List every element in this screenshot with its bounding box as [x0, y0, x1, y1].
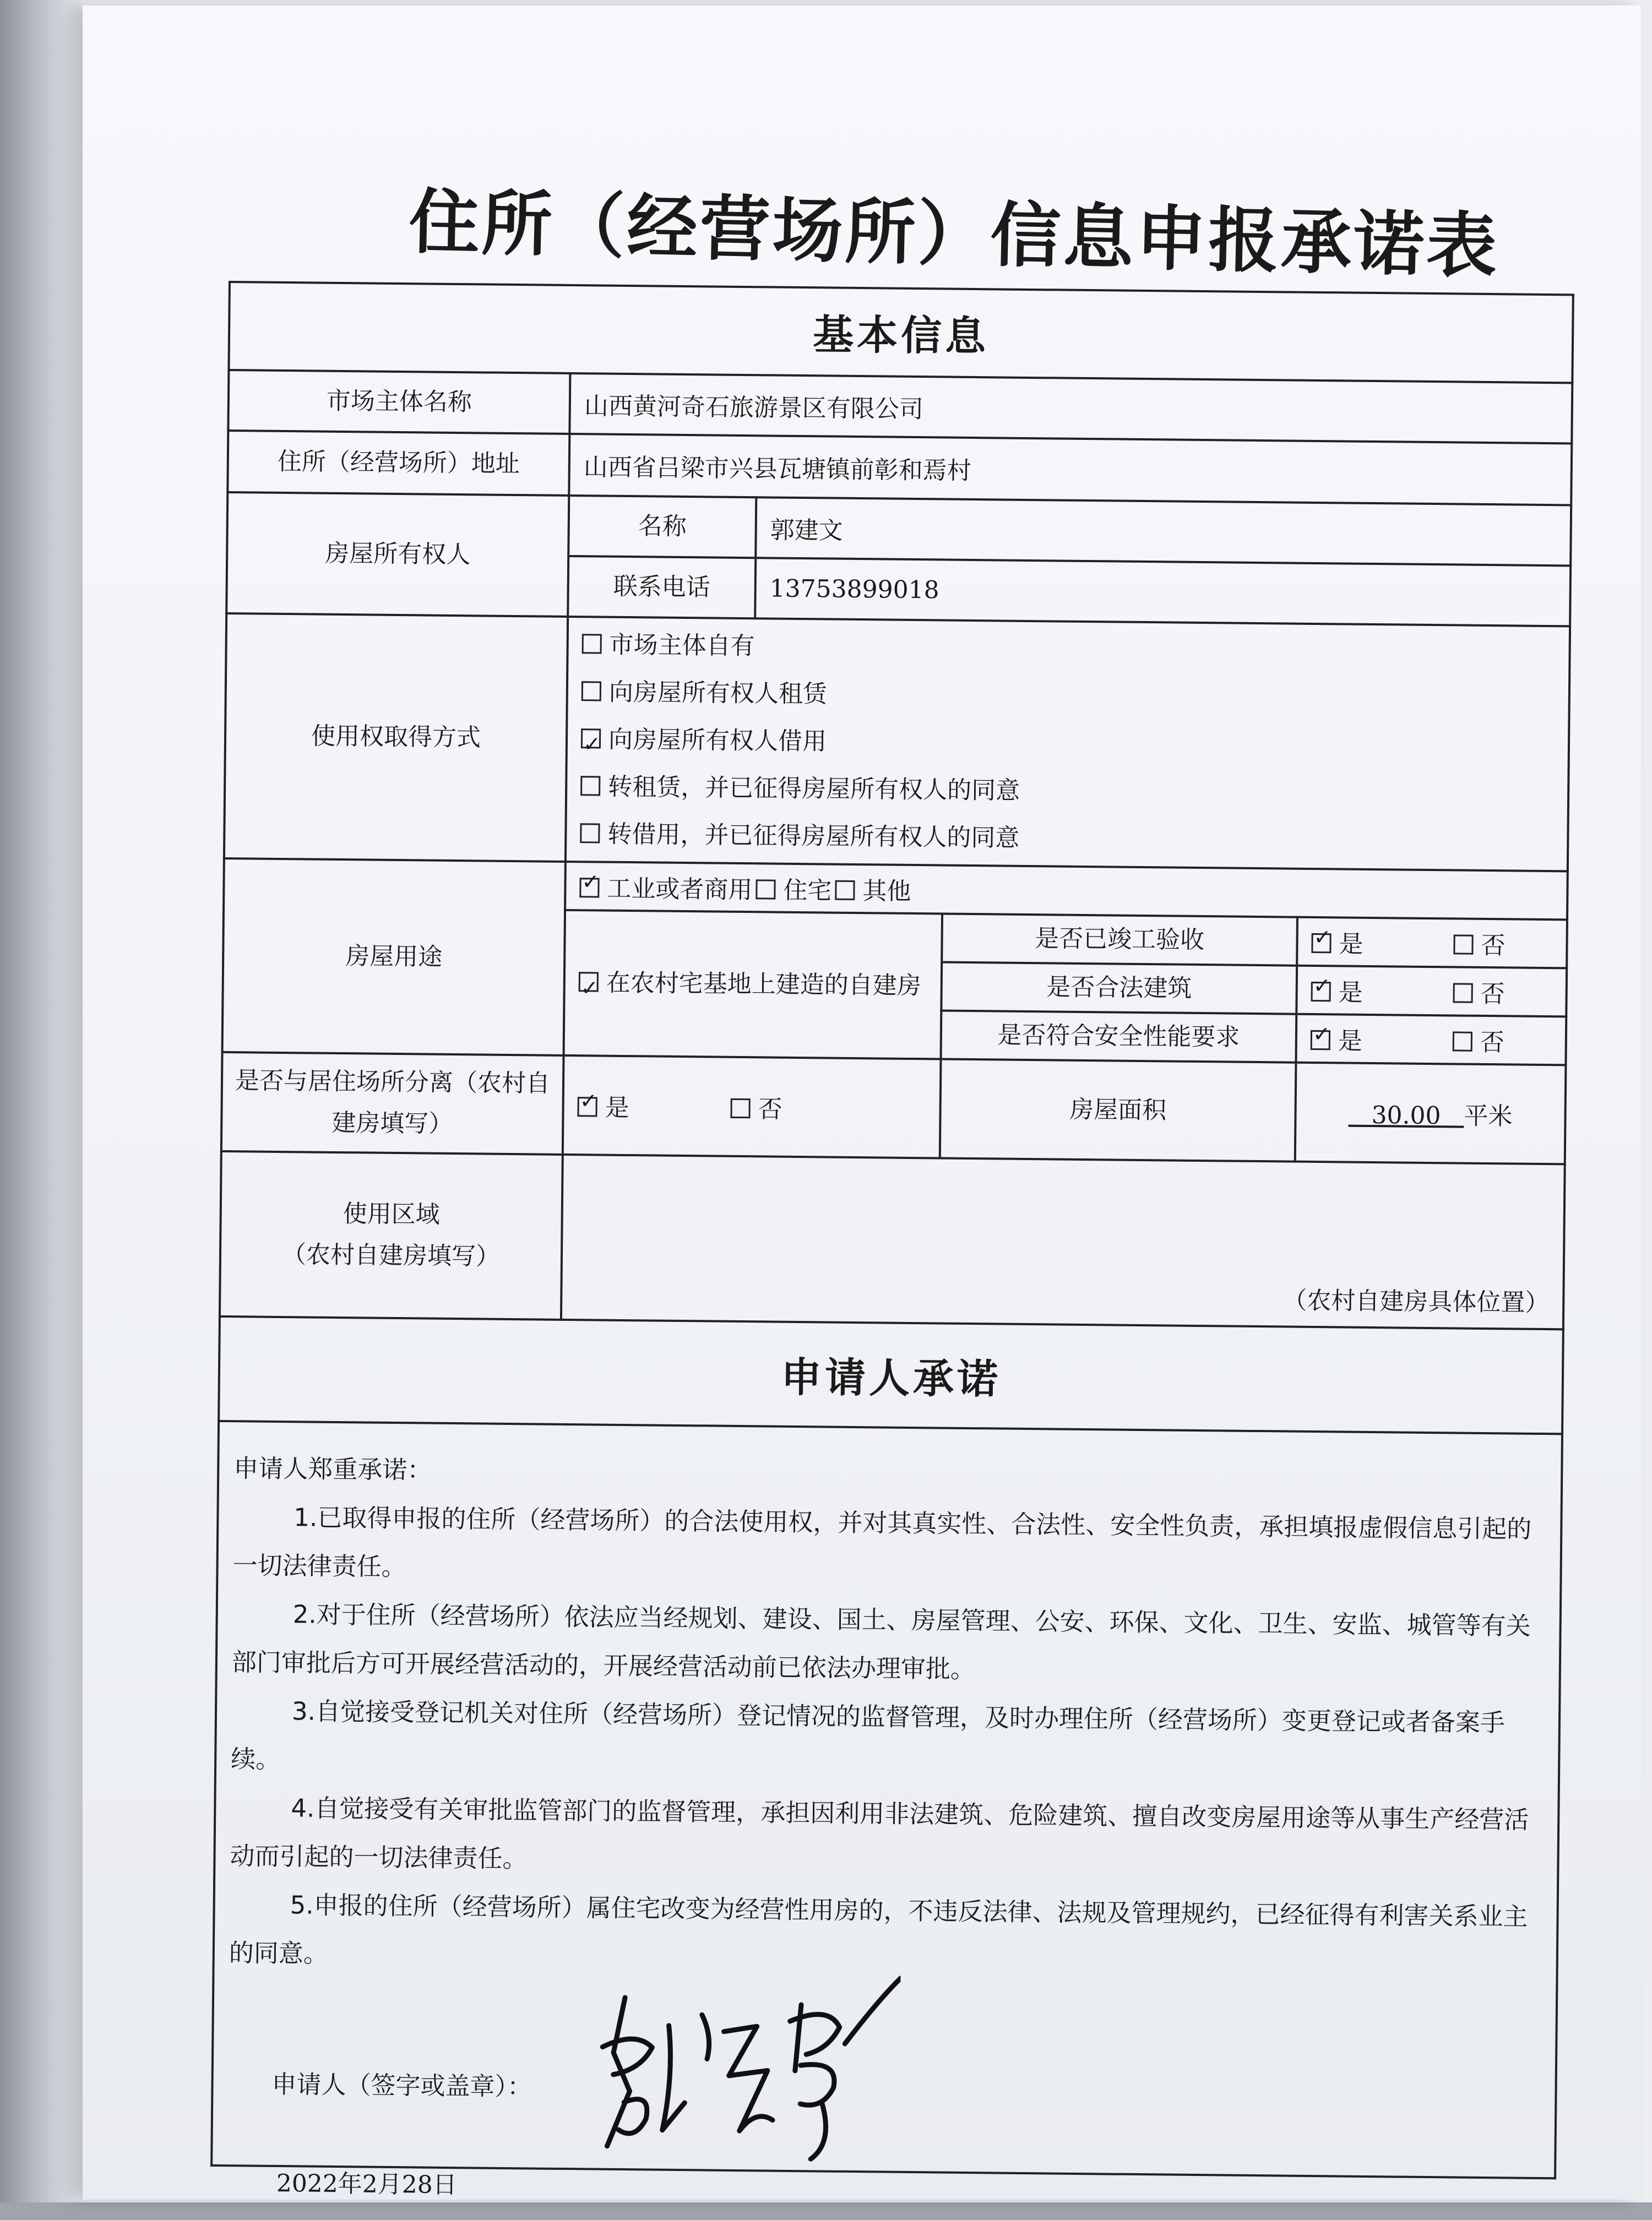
checkbox-icon[interactable]	[580, 776, 600, 796]
checkbox-icon[interactable]	[582, 681, 601, 701]
owner-label: 房屋所有权人	[226, 492, 569, 617]
purpose-type-other[interactable]: 其他	[832, 877, 911, 906]
owner-name-label: 名称	[568, 496, 756, 558]
purpose-type-commercial[interactable]: ✓工业或者商用	[579, 874, 752, 904]
entity-name-label: 市场主体名称	[228, 370, 570, 434]
pledge-item: 1.已取得申报的住所（经营场所）的合法使用权，并对其真实性、合法性、安全性负责，承担填报虚假信息引起的一切法律责任。	[232, 1503, 1532, 1582]
question-completed-label: 是否已竣工验收	[942, 913, 1297, 965]
usage-option-lease[interactable]: 向房屋所有权人租赁	[581, 668, 1555, 725]
separation-label: 是否与居住场所分离（农村自建房填写）	[221, 1052, 564, 1155]
pledge-item: 2.对于住所（经营场所）依法应当经规划、建设、国土、房屋管理、公安、环保、文化、卫生、安监、城管等有关部门审批后方可开展经营活动的，开展经营活动前已依法办理审批。	[231, 1599, 1531, 1684]
region-hint: （农村自建房具体位置）	[1283, 1286, 1550, 1318]
usage-right-label: 使用权取得方式	[224, 613, 568, 862]
yes-checked-icon[interactable]	[577, 1097, 597, 1117]
owner-phone-value: 13753899018	[755, 558, 1571, 626]
pledge-item: 3.自觉接受登记机关对住所（经营场所）登记情况的监督管理，及时办理住所（经营场所）变更登记或者备案手续。	[230, 1696, 1506, 1775]
self-built-label: 在农村宅基地上建造的自建房	[606, 968, 922, 1000]
region-label-cell	[220, 1151, 563, 1320]
checkbox-checked-icon[interactable]	[581, 728, 601, 748]
pledge-intro: 申请人郑重承诺：	[233, 1454, 432, 1485]
purpose-label: 房屋用途	[222, 858, 566, 1055]
sign-date: 2022年2月28日	[276, 2169, 458, 2200]
yes-checked-icon[interactable]	[1311, 1030, 1330, 1050]
checkbox-icon[interactable]	[582, 634, 602, 654]
declaration-form	[210, 281, 1572, 2200]
usage-option-self-owned[interactable]: 市场主体自有	[582, 621, 1556, 678]
no-checkbox-icon[interactable]	[730, 1098, 750, 1118]
entity-name-value: 山西黄河奇石旅游景区有限公司	[569, 373, 1572, 443]
question-legal-label: 是否合法建筑	[941, 962, 1297, 1014]
owner-phone-label: 联系电话	[568, 556, 756, 618]
checkbox-icon[interactable]	[580, 823, 600, 843]
signature-label: 申请人（签字或盖章）：	[271, 2069, 532, 2102]
separation-answer: ✓是 否	[563, 1055, 941, 1158]
address-value: 山西省吕梁市兴县瓦塘镇前彰和焉村	[569, 434, 1572, 505]
question-safety-answer: ✓ 是 否	[1296, 1014, 1566, 1065]
signature-row	[227, 2038, 1541, 2200]
self-built-cell[interactable]	[564, 910, 943, 1059]
form-title: 住所（经营场所）信息申报承诺表	[407, 181, 1500, 288]
form-table	[210, 281, 1574, 2200]
region-sublabel: （农村自建房填写）	[281, 1240, 501, 1271]
yes-checked-icon[interactable]	[1311, 982, 1331, 1002]
basic-info-header: 基本信息	[229, 282, 1573, 383]
area-label: 房屋面积	[940, 1059, 1296, 1161]
no-checkbox-icon[interactable]	[1453, 1031, 1472, 1051]
question-completed-answer: ✓ 是 否	[1297, 917, 1567, 968]
purpose-type-residential[interactable]: 住宅	[752, 876, 832, 905]
checkbox-icon[interactable]	[756, 879, 775, 899]
checkbox-checked-icon[interactable]	[579, 972, 599, 992]
checkbox-icon[interactable]	[835, 880, 855, 900]
question-legal-answer: ✓ 是 否	[1296, 966, 1567, 1017]
region-label: 使用区域	[343, 1200, 440, 1229]
area-value: 30.00	[1371, 1101, 1441, 1130]
region-field[interactable]	[561, 1155, 1565, 1329]
usage-option-borrow[interactable]: ✓向房屋所有权人借用	[581, 716, 1555, 772]
pledge-header: 申请人承诺	[219, 1316, 1563, 1434]
usage-option-sub-borrow[interactable]: 转借用，并已征得房屋所有权人的同意	[580, 810, 1554, 867]
pledge-body	[211, 1421, 1562, 2200]
usage-right-options	[566, 617, 1570, 871]
address-label: 住所（经营场所）地址	[227, 431, 569, 496]
no-checkbox-icon[interactable]	[1453, 983, 1473, 1003]
owner-name-value: 郭建文	[756, 497, 1571, 565]
question-safety-label: 是否符合安全性能要求	[941, 1010, 1296, 1062]
checkbox-checked-icon[interactable]	[579, 878, 599, 897]
pledge-item: 4.自觉接受有关审批监管部门的监督管理，承担因利用非法建筑、危险建筑、擅自改变房屋用途等从事生产经营活动而引起的一切法律责任。	[230, 1793, 1529, 1874]
usage-option-sublease[interactable]: 转租赁，并已征得房屋所有权人的同意	[580, 763, 1555, 820]
no-checkbox-icon[interactable]	[1453, 934, 1473, 954]
document-page	[83, 6, 1641, 2200]
area-unit: 平米	[1464, 1102, 1513, 1131]
yes-checked-icon[interactable]	[1311, 933, 1331, 953]
pledge-item: 5.申报的住所（经营场所）属住宅改变为经营性用房的，不违反法律、法规及管理规约，已经征得有利害关系业主的同意。	[229, 1890, 1528, 1968]
handwritten-signature	[590, 1964, 900, 2165]
area-field[interactable]	[1295, 1063, 1566, 1165]
